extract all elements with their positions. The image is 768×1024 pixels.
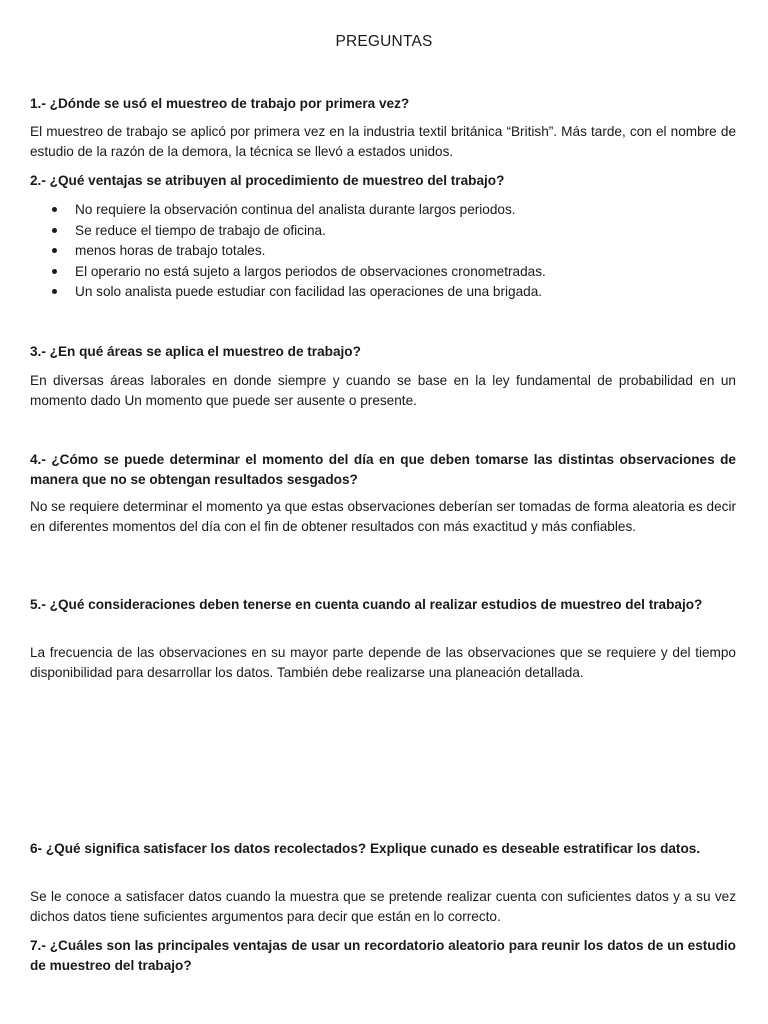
bullet-icon <box>52 228 57 233</box>
list-item <box>30 241 736 262</box>
list-item-text: El operario no está sujeto a largos periodos de observaciones cronometradas. <box>75 263 546 279</box>
question-5: 5.- ¿Qué consideraciones deben tenerse en cuenta cuando al realizar estudios de muestreo del trabajo? <box>30 597 703 612</box>
bullet-icon <box>52 248 57 253</box>
question-4: 4.- ¿Cómo se puede determinar el momento del día en que deben tomarse las distintas observaciones de manera que no se obtengan resultados sesgados? <box>30 452 736 487</box>
question-7: 7.- ¿Cuáles son las principales ventajas de usar un recordatorio aleatorio para reunir los datos de un estudio de muestreo del trabajo? <box>30 938 736 973</box>
question-2: 2.- ¿Qué ventajas se atribuyen al procedimiento de muestreo del trabajo? <box>30 173 505 188</box>
answer-3: En diversas áreas laborales en donde siempre y cuando se base en la ley fundamental de probabilidad en un momento dado Un momento que puede ser ausente o presente. <box>30 373 736 408</box>
bullet-icon <box>52 269 57 274</box>
question-1: 1.- ¿Dónde se usó el muestreo de trabajo por primera vez? <box>30 96 410 111</box>
answer-6: Se le conoce a satisfacer datos cuando la muestra que se pretende realizar cuenta con suficientes datos y a su vez dichos datos tiene suficientes argumentos para decir que están en lo correcto. <box>30 889 736 924</box>
list-item <box>30 282 736 303</box>
list-item-text: Se reduce el tiempo de trabajo de oficina. <box>75 222 326 238</box>
list-item-text: No requiere la observación continua del analista durante largos periodos. <box>75 202 516 217</box>
answer-5: La frecuencia de las observaciones en su mayor parte depende de las observaciones que se requiere y del tiempo disponibilidad para desarrollar los datos. También debe realizarse una planeación detallada. <box>30 645 736 680</box>
answer-4: No se requiere determinar el momento ya que estas observaciones deberían ser tomadas de forma aleatoria es decir en diferentes momentos del día con el fin de obtener resultados con más exactitud y más confiables. <box>30 499 736 534</box>
list-item-text: menos horas de trabajo totales. <box>75 243 266 258</box>
bullet-icon <box>52 207 57 212</box>
list-item <box>30 262 736 283</box>
list-item <box>30 200 736 221</box>
question-6: 6- ¿Qué significa satisfacer los datos recolectados? Explique cunado es deseable estratificar los datos. <box>30 841 701 856</box>
list-item <box>30 221 736 242</box>
list-item-text: Un solo analista puede estudiar con facilidad las operaciones de una brigada. <box>75 284 543 299</box>
bullet-icon <box>52 289 57 294</box>
page-title: PREGUNTAS <box>335 33 433 50</box>
answer-1: El muestreo de trabajo se aplicó por primera vez en la industria textil británica “British”. Más tarde, con el nombre de estudio de la razón de la demora, la técnica se llevó a estados unidos. <box>30 124 736 159</box>
question-3: 3.- ¿En qué áreas se aplica el muestreo de trabajo? <box>30 344 361 359</box>
advantages-list <box>30 200 736 303</box>
